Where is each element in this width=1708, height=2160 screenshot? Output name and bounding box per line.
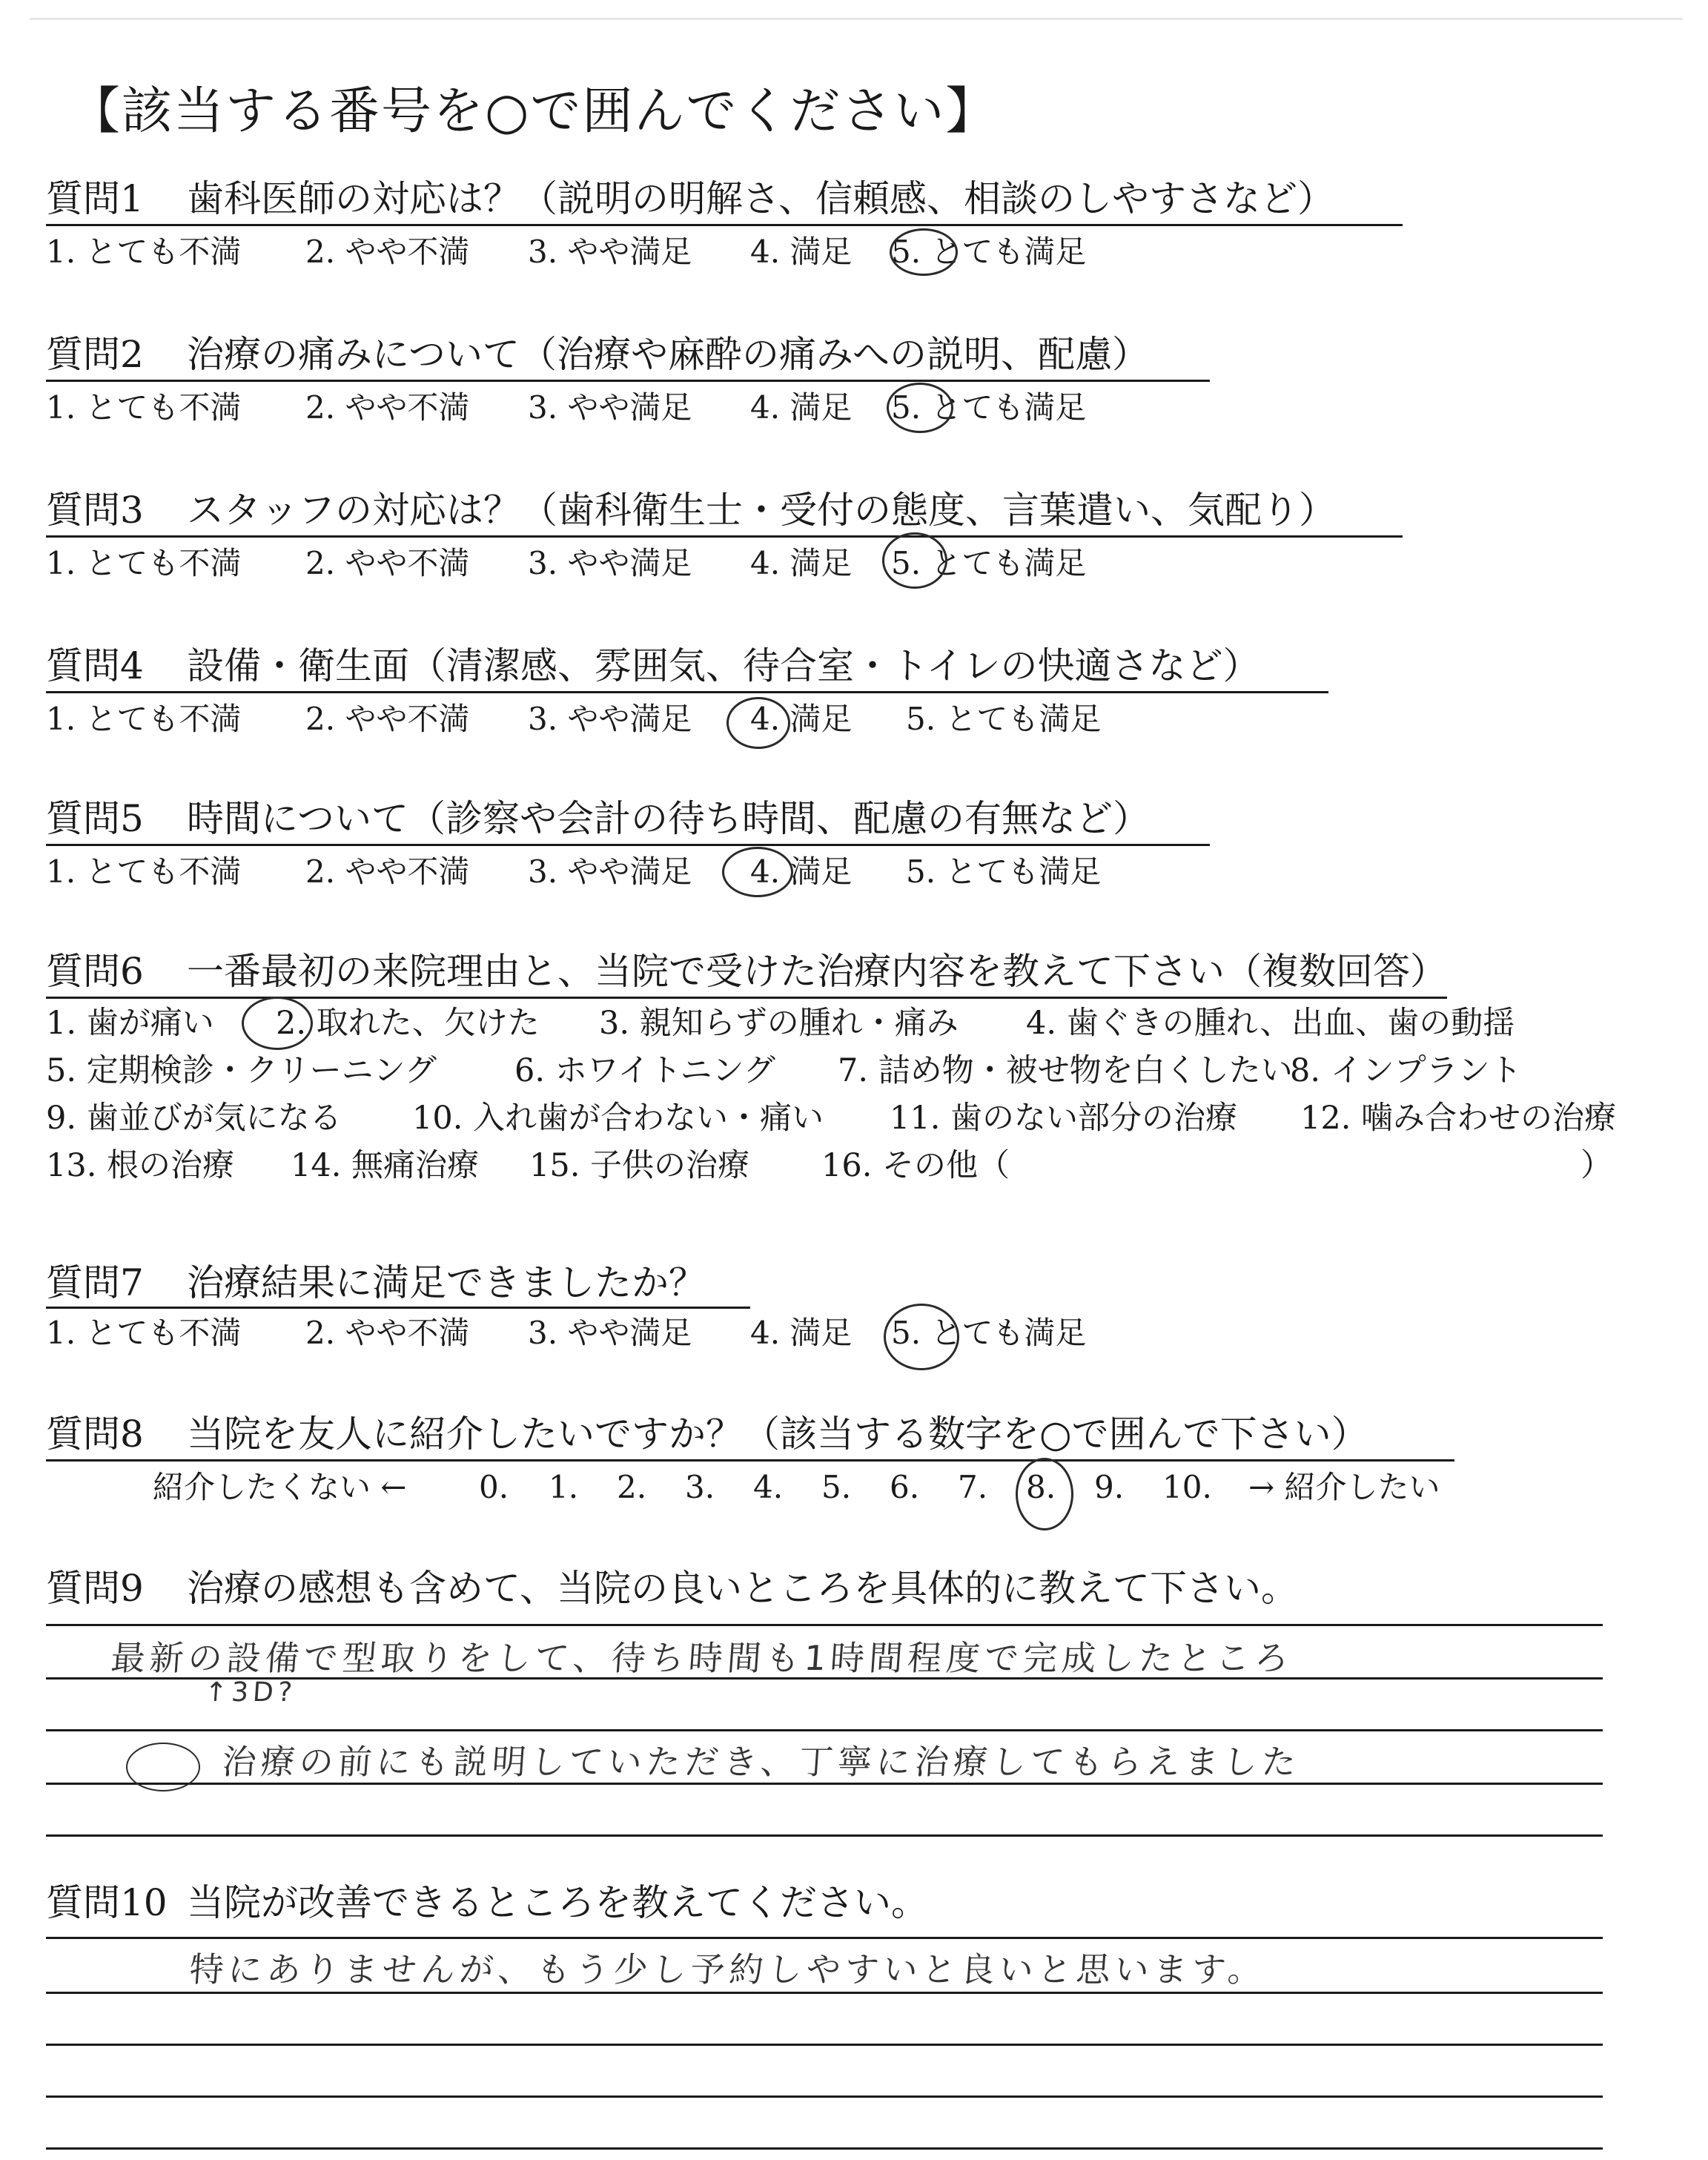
option-14[interactable]: 14. 無痛治療 [291, 1147, 480, 1184]
question-8 [46, 1410, 1368, 1458]
option-4[interactable]: 4. 満足 [750, 701, 853, 737]
question-1 [46, 175, 1334, 222]
option-2[interactable]: 2. やや不満 [305, 853, 470, 890]
question-underline [46, 1307, 750, 1309]
question-text: 当院が改善できるところを教えてください。 [187, 1881, 928, 1924]
scale-2[interactable]: 2. [617, 1469, 647, 1505]
selection-circle [722, 847, 793, 897]
option-5[interactable]: 5. とても満足 [891, 389, 1087, 426]
option-2[interactable]: 2. やや不満 [305, 701, 470, 737]
option-2[interactable]: 2. やや不満 [305, 545, 470, 581]
question-underline [46, 380, 1210, 382]
scale-5[interactable]: 5. [821, 1469, 852, 1505]
question-text: 治療結果に満足できましたか？ [187, 1261, 706, 1304]
question-underline [46, 1459, 1454, 1462]
option-13[interactable]: 13. 根の治療 [46, 1147, 235, 1184]
question-3 [46, 486, 1336, 534]
question-text: 治療の痛みについて（治療や麻酔の痛みへの説明、配慮） [187, 333, 1149, 376]
option-2[interactable]: 2. やや不満 [305, 389, 470, 426]
selection-circle [890, 228, 958, 276]
option-5[interactable]: 5. とても満足 [891, 545, 1087, 581]
option-16[interactable]: 16. その他（ [821, 1147, 1010, 1184]
option-5[interactable]: 5. とても満足 [891, 1315, 1087, 1351]
question-text: 歯科医師の対応は？（説明の明解さ、信頼感、相談のしやすさなど） [187, 177, 1334, 220]
scribble-circle [126, 1743, 200, 1791]
question-number: 質問5 [46, 797, 144, 840]
option-1[interactable]: 1. とても不満 [46, 1315, 242, 1351]
question-number: 質問6 [46, 950, 144, 993]
question-number: 質問3 [46, 489, 144, 532]
handwritten-answer-line-1: 特にありませんが、もう少し予約しやすいと良いと思います。 [188, 1949, 1268, 1989]
option-4[interactable]: 4. 歯ぐきの腫れ、出血、歯の動揺 [1026, 1005, 1515, 1042]
option-12[interactable]: 12. 噛み合わせの治療 [1300, 1100, 1617, 1137]
option-1[interactable]: 1. とても不満 [46, 701, 242, 737]
selection-circle [242, 997, 313, 1050]
scale-4[interactable]: 4. [753, 1469, 784, 1505]
question-text: 設備・衛生面（清潔感、雰囲気、待合室・トイレの快適さなど） [187, 644, 1260, 687]
option-2[interactable]: 2. やや不満 [305, 1315, 470, 1351]
option-3[interactable]: 3. やや満足 [528, 389, 692, 426]
question-number: 質問9 [46, 1567, 144, 1610]
question-number: 質問1 [46, 177, 144, 220]
answer-line [46, 1992, 1603, 1994]
option-1[interactable]: 1. とても不満 [46, 853, 242, 890]
option-3[interactable]: 3. やや満足 [528, 1315, 692, 1351]
option-2[interactable]: 2. 取れた、欠けた [276, 1005, 540, 1042]
option-7[interactable]: 7. 詰め物・被せ物を白くしたい [838, 1052, 1293, 1089]
question-7 [46, 1259, 706, 1307]
option-4[interactable]: 4. 満足 [750, 234, 853, 270]
question-9 [46, 1565, 1298, 1612]
selection-circle [884, 1304, 959, 1370]
handwritten-answer-line-2: 治療の前にも説明していただき、丁寧に治療してもらえました [220, 1742, 1302, 1782]
selection-circle [887, 383, 953, 433]
scale-3[interactable]: 3. [685, 1469, 715, 1505]
question-underline [46, 691, 1328, 693]
answer-line [46, 1834, 1603, 1837]
option-9[interactable]: 9. 歯並びが気になる [46, 1100, 342, 1137]
option-2[interactable]: 2. やや不満 [305, 234, 470, 270]
option-1[interactable]: 1. 歯が痛い [46, 1005, 214, 1042]
question-number: 質問2 [46, 333, 144, 376]
option-3[interactable]: 3. やや満足 [528, 545, 692, 581]
selection-circle [726, 697, 790, 749]
answer-line [46, 1624, 1603, 1626]
handwritten-answer-line-1: 最新の設備で型取りをして、待ち時間も1時間程度で完成したところ [109, 1638, 1295, 1678]
scale-0[interactable]: 0. [479, 1469, 509, 1505]
answer-line [46, 2095, 1603, 2098]
question-6 [46, 948, 1447, 995]
answer-line [46, 1729, 1603, 1731]
option-1[interactable]: 1. とても不満 [46, 545, 242, 581]
scale-6[interactable]: 6. [890, 1469, 920, 1505]
question-underline [46, 997, 1447, 999]
question-text: スタッフの対応は？（歯科衛生士・受付の態度、言葉遣い、気配り） [187, 489, 1336, 532]
question-number: 質問4 [46, 644, 144, 687]
option-11[interactable]: 11. 歯のない部分の治療 [890, 1100, 1238, 1137]
question-number: 質問8 [46, 1413, 144, 1456]
handwritten-answer-note: ↑3D? [203, 1677, 298, 1708]
option-8[interactable]: 8. インプラント [1290, 1052, 1522, 1089]
option-3[interactable]: 3. やや満足 [528, 853, 692, 890]
option-15[interactable]: 15. 子供の治療 [529, 1147, 750, 1184]
instruction-heading: 【該当する番号を○で囲んでください】 [70, 82, 998, 141]
option-4[interactable]: 4. 満足 [750, 853, 853, 890]
question-text: 治療の感想も含めて、当院の良いところを具体的に教えて下さい。 [187, 1567, 1298, 1610]
option-5[interactable]: 5. とても満足 [891, 234, 1087, 270]
question-number: 質問10 [46, 1881, 168, 1924]
option-5[interactable]: 5. 定期検診・クリーニング [46, 1052, 437, 1089]
question-5 [46, 795, 1150, 842]
question-text: 一番最初の来院理由と、当院で受けた治療内容を教えて下さい（複数回答） [187, 950, 1447, 993]
scale-10[interactable]: 10. [1162, 1469, 1212, 1505]
scale-7[interactable]: 7. [958, 1469, 988, 1505]
option-3[interactable]: 3. やや満足 [528, 701, 692, 737]
question-text: 時間について（診察や会計の待ち時間、配慮の有無など） [187, 797, 1150, 840]
selection-circle [882, 532, 947, 589]
question-underline [46, 844, 1210, 846]
answer-line [46, 1937, 1603, 1939]
option-10[interactable]: 10. 入れ歯が合わない・痛い [412, 1100, 824, 1137]
option-3[interactable]: 3. 親知らずの腫れ・痛み [599, 1005, 959, 1042]
question-10 [46, 1879, 928, 1926]
option-6[interactable]: 6. ホワイトニング [514, 1052, 775, 1089]
scale-right-label: → 紹介したい [1248, 1469, 1440, 1505]
page-top-edge [30, 18, 1683, 20]
scale-8[interactable]: 8. [1026, 1469, 1056, 1505]
answer-line [46, 2044, 1603, 2046]
option-1[interactable]: 1. とても不満 [46, 389, 242, 426]
answer-line [46, 2147, 1603, 2150]
scale-9[interactable]: 9. [1094, 1469, 1125, 1505]
option-1[interactable]: 1. とても不満 [46, 234, 242, 270]
question-number: 質問7 [46, 1261, 144, 1304]
scale-left-label: 紹介したくない ← [153, 1469, 407, 1505]
question-2 [46, 331, 1149, 378]
option-3[interactable]: 3. やや満足 [528, 234, 692, 270]
option-5[interactable]: 5. とても満足 [906, 701, 1102, 737]
question-underline [46, 535, 1403, 538]
option-4[interactable]: 4. 満足 [750, 1315, 853, 1351]
question-text: 当院を友人に紹介したいですか？（該当する数字を○で囲んで下さい） [187, 1413, 1368, 1456]
question-4 [46, 642, 1260, 690]
other-close-paren: ） [1580, 1147, 1612, 1184]
scale-1[interactable]: 1. [549, 1469, 579, 1505]
option-5[interactable]: 5. とても満足 [906, 853, 1102, 890]
option-4[interactable]: 4. 満足 [750, 389, 853, 426]
question-underline [46, 224, 1403, 226]
selection-circle [1016, 1458, 1073, 1530]
option-4[interactable]: 4. 満足 [750, 545, 853, 581]
